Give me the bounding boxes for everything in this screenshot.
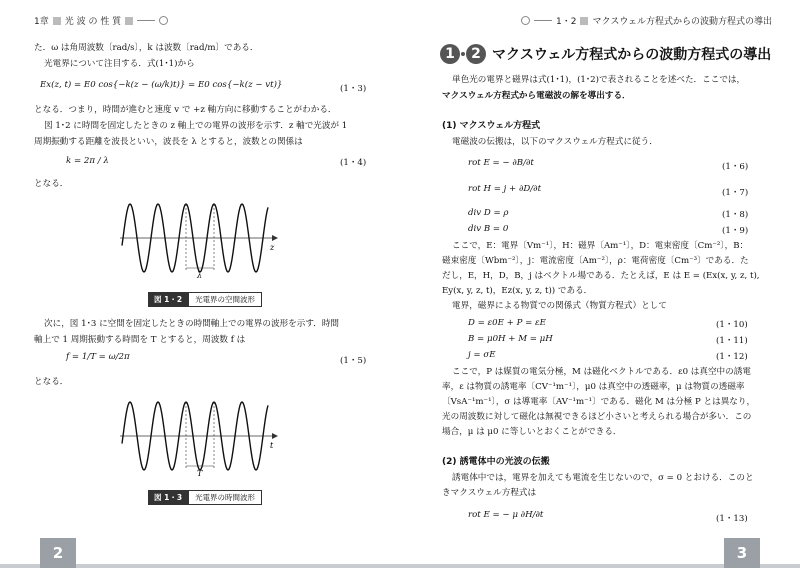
equation-number: (1・3) bbox=[340, 84, 367, 94]
header-rule bbox=[534, 20, 552, 21]
text-line: 電界，磁界による物質での関係式（物質方程式）として bbox=[452, 301, 667, 311]
header-rule bbox=[137, 20, 155, 21]
equation-1-11: B = μ0H + M = μH bbox=[468, 334, 553, 344]
section-number-badge bbox=[440, 44, 486, 64]
text-line: 場合，μ は μ0 に等しいとおくことができる． bbox=[442, 427, 622, 437]
subsection-heading: (1) マクスウェル方程式 bbox=[442, 121, 541, 131]
text-line: ここで，P は媒質の電気分極，M は磁化ベクトルである．ε0 は真空中の誘電 bbox=[452, 367, 751, 377]
equation-number: (1・7) bbox=[722, 188, 749, 198]
axis-arrow-icon bbox=[272, 433, 278, 439]
header-square-icon bbox=[53, 17, 61, 25]
section-heading bbox=[440, 44, 771, 64]
equation-1-5: f = 1/T = ω/2π bbox=[66, 352, 130, 362]
chapter-label: 1章 bbox=[34, 17, 49, 27]
text-line: 光電界について注目する．式(1･1)から bbox=[44, 59, 195, 69]
equation-number: (1・5) bbox=[340, 356, 367, 366]
equation-number: (1・4) bbox=[340, 158, 367, 168]
page-number: 2 bbox=[40, 538, 76, 568]
text-line: 単色光の電界と磁界は式(1･1)，(1･2)で表されることを述べた．ここでは， bbox=[452, 75, 746, 85]
figure-1-3-caption bbox=[148, 490, 262, 505]
text-line: となる． bbox=[34, 179, 69, 189]
header-square-icon bbox=[125, 17, 133, 25]
equation-number: (1・9) bbox=[722, 226, 749, 236]
chapter-title: 光 波 の 性 質 bbox=[64, 17, 122, 27]
figure-label: 図 1・3 bbox=[148, 490, 188, 505]
text-line: となる． bbox=[34, 377, 69, 387]
equation-number: (1・13) bbox=[716, 514, 748, 524]
equation-1-9: div B = 0 bbox=[468, 224, 509, 234]
text-line: となる．つまり，時間が進むと速度 v で +z 軸方向に移動することがわかる． bbox=[34, 105, 337, 115]
badge-dot-icon bbox=[461, 52, 465, 56]
text-line: 軸上で 1 周期振動する時間を T とすると，周波数 f は bbox=[34, 335, 246, 345]
text-line: 率，ε は物質の誘電率〔CV⁻¹m⁻¹〕，μ0 は真空中の透磁率，μ は物質の透磁率 bbox=[442, 382, 745, 392]
text-line: ここで，E：電界〔Vm⁻¹〕，H：磁界〔Am⁻¹〕，D：電束密度〔Cm⁻²〕，B： bbox=[452, 241, 749, 251]
axis-label: t bbox=[270, 441, 274, 450]
text-line: きマクスウェル方程式は bbox=[442, 488, 537, 498]
text-line: 磁束密度〔Wbm⁻²〕，j：電流密度〔Am⁻²〕，ρ：電荷密度〔Cm⁻³〕である．た bbox=[442, 256, 749, 266]
figure-label: 図 1・2 bbox=[148, 292, 188, 307]
equation-1-6: rot E = − ∂B/∂t bbox=[468, 158, 534, 168]
equation-number: (1・11) bbox=[716, 336, 748, 346]
axis-label: z bbox=[270, 243, 275, 252]
text-line: 電磁波の伝搬は，以下のマクスウェル方程式に従う． bbox=[452, 137, 658, 147]
badge-digit: 1 bbox=[440, 44, 460, 64]
text-line: た．ω は角周波数〔rad/s〕，k は波数〔rad/m〕である． bbox=[34, 43, 259, 53]
figure-caption-text: 光電界の時間波形 bbox=[188, 490, 262, 505]
section-header-title: マクスウェル方程式からの波動方程式の導出 bbox=[592, 17, 772, 27]
left-running-header bbox=[34, 14, 168, 27]
text-line: 誘電体中では，電界を加えても電流を生じないので，σ = 0 とおける．このと bbox=[452, 473, 754, 483]
header-square-icon bbox=[580, 17, 588, 25]
right-page bbox=[400, 0, 800, 568]
text-line: だし，E，H，D，B，j はベクトル場である．たとえば，E は E = (Ex(x, y, z, t), bbox=[442, 271, 760, 281]
equation-1-4: k = 2π / λ bbox=[66, 156, 109, 166]
text-line: 〔VsA⁻¹m⁻¹〕，σ は導電率〔AV⁻¹m⁻¹〕である．磁化 M は分極 P とは異なり， bbox=[442, 397, 756, 407]
text-line: マクスウェル方程式から電磁波の解を導出する． bbox=[442, 91, 631, 101]
equation-1-10: D = ε0E + P = εE bbox=[468, 318, 546, 328]
equation-1-13: rot E = − μ ∂H/∂t bbox=[468, 510, 544, 520]
figure-1-2-wave bbox=[120, 196, 280, 282]
equation-number: (1・8) bbox=[722, 210, 749, 220]
text-line: 次に，図 1･3 に空間を固定したときの時間軸上での電界の波形を示す．時間 bbox=[44, 319, 340, 329]
equation-1-7: rot H = j + ∂D/∂t bbox=[468, 184, 542, 194]
header-ring-icon bbox=[159, 16, 168, 25]
figure-caption-text: 光電界の空間波形 bbox=[188, 292, 262, 307]
figure-1-3-wave bbox=[120, 394, 280, 480]
subsection-heading: (2) 誘電体中の光波の伝搬 bbox=[442, 457, 550, 467]
equation-number: (1・10) bbox=[716, 320, 748, 330]
section-label: 1・2 bbox=[555, 17, 577, 27]
page-number: 3 bbox=[724, 538, 760, 568]
badge-digit: 2 bbox=[466, 44, 486, 64]
period-label: T bbox=[197, 469, 203, 478]
text-line: Ey(x, y, z, t)，Ez(x, y, z, t)) である． bbox=[442, 286, 593, 296]
equation-1-12: j = σE bbox=[468, 350, 496, 360]
equation-number: (1・6) bbox=[722, 162, 749, 172]
header-ring-icon bbox=[521, 16, 530, 25]
figure-1-2-caption bbox=[148, 292, 262, 307]
wavelength-label: λ bbox=[197, 271, 203, 280]
text-line: 光の周波数に対して磁化は無視できるほど小さいと考えられる場合が多い．この bbox=[442, 412, 752, 422]
text-line: 図 1･2 に時間を固定したときの z 軸上での電界の波形を示す．z 軸で光波が 1 bbox=[44, 121, 348, 131]
section-title: マクスウェル方程式からの波動方程式の導出 bbox=[492, 47, 772, 63]
equation-1-3: Ex(z, t) = E0 cos{−k(z − (ω/k)t)} = E0 cos{−k(z − vt)} bbox=[40, 80, 283, 90]
equation-number: (1・12) bbox=[716, 352, 748, 362]
equation-1-8: div D = ρ bbox=[468, 208, 509, 218]
right-running-header bbox=[521, 14, 772, 27]
text-line: 周期振動する距離を波長といい，波長を λ とすると，波数との関係は bbox=[34, 137, 303, 147]
axis-arrow-icon bbox=[272, 235, 278, 241]
